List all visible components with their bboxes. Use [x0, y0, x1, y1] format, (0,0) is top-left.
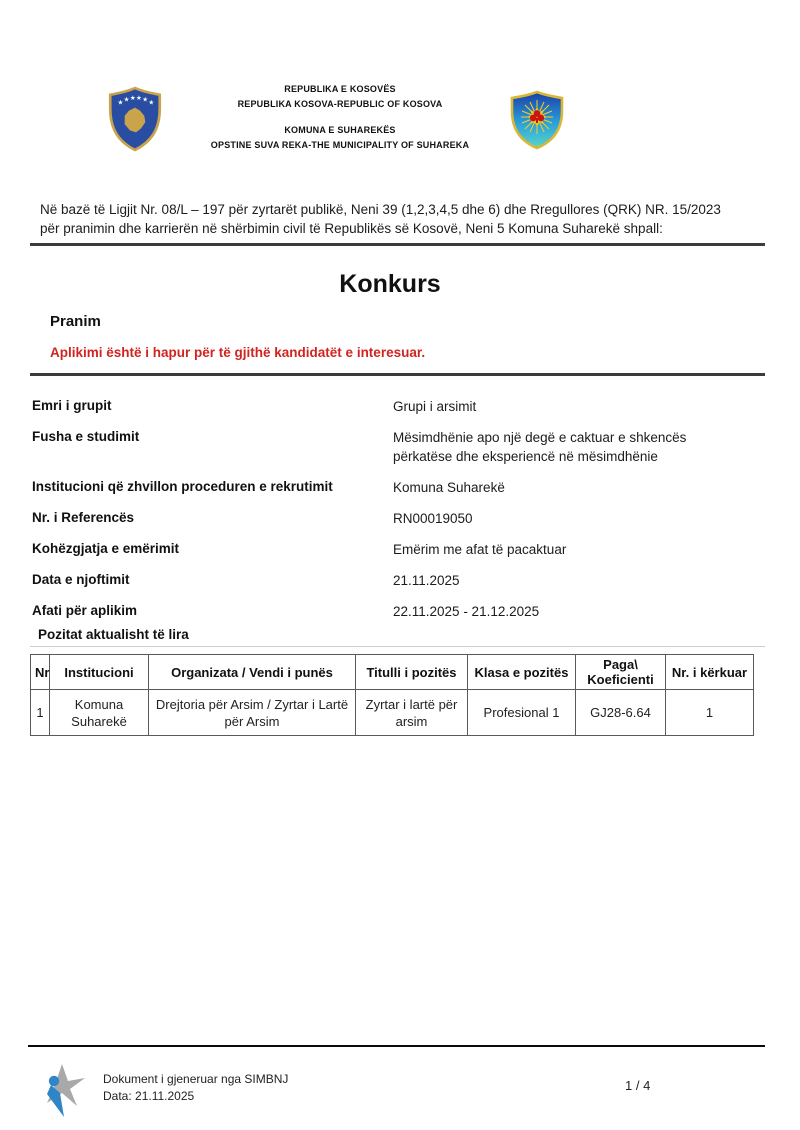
intro-paragraph: Në bazë të Ligjit Nr. 08/L – 197 për zyrtarët publikë, Neni 39 (1,2,3,4,5 dhe 6) dhe Rregullores (QRK) NR. 15/2023 për pranimin dhe karrierën në shërbimin civil të Republikës së Kosovë, Neni 5 Komuna Suharekë shpall:: [40, 202, 721, 236]
svg-text:★: ★: [148, 99, 155, 107]
detail-label: Institucioni që zhvillon proceduren e rekrutimit: [32, 479, 333, 494]
divider-positions: [30, 646, 765, 647]
footer-date: Data: 21.11.2025: [103, 1089, 195, 1103]
header-line-3: KOMUNA E SUHAREKËS: [284, 125, 396, 135]
header-line-4: OPSTINE SUVA REKA-THE MUNICIPALITY OF SUHAREKA: [210, 140, 470, 150]
table-header-row: [31, 655, 754, 690]
detail-row-announcement-date: [32, 571, 752, 590]
footer-divider: [28, 1045, 765, 1047]
detail-label: Emri i grupit: [32, 398, 112, 413]
detail-label: Kohëzgjatja e emërimit: [32, 541, 180, 556]
header-line-2: REPUBLIKA KOSOVA-REPUBLIC OF KOSOVA: [237, 99, 443, 109]
positions-heading: Pozitat aktualisht të lira: [38, 627, 189, 642]
subtitle-pranim: Pranim: [50, 313, 101, 330]
svg-text:★: ★: [142, 96, 149, 104]
svg-text:★: ★: [129, 94, 136, 102]
detail-row-reference-number: [32, 509, 752, 528]
open-application-notice: Aplikimi është i hapur për të gjithë kandidatët e interesuar.: [50, 345, 426, 360]
svg-text:★: ★: [123, 96, 130, 104]
detail-value: Komuna Suharekë: [393, 480, 505, 495]
simbnj-logo-icon: [38, 1064, 86, 1125]
cell-organization: Drejtoria për Arsim / Zyrtar i Lartë për Arsim: [149, 690, 356, 736]
detail-row-group-name: [32, 397, 752, 416]
suhareka-emblem-icon: [508, 90, 566, 155]
detail-label: Fusha e studimit: [32, 429, 140, 444]
details-list: [32, 397, 752, 633]
cell-position-title: Zyrtar i lartë për arsim: [356, 690, 468, 736]
vacancies-table: [30, 654, 754, 736]
detail-value: RN00019050: [393, 511, 473, 526]
header-line-1: REPUBLIKA E KOSOVËS: [284, 84, 396, 94]
detail-value: Mësimdhënie apo një degë e caktuar e shkencës përkatëse dhe eksperiencë në mësimdhënie: [393, 430, 687, 464]
divider-top: [30, 243, 765, 246]
detail-label: Afati për aplikim: [32, 603, 138, 618]
header-titles: [170, 82, 510, 153]
page-title: Konkurs: [339, 270, 441, 298]
footer-generated-by: Dokument i gjeneruar nga SIMBNJ: [103, 1072, 289, 1086]
col-header-position-title: Titulli i pozitës: [356, 655, 468, 690]
cell-nr: 1: [31, 690, 50, 736]
col-header-position-class: Klasa e pozitës: [468, 655, 576, 690]
detail-row-application-deadline: [32, 602, 752, 621]
table-row: [31, 690, 754, 736]
col-header-salary-coefficient: Paga\ Koeficienti: [576, 655, 666, 690]
detail-row-institution: [32, 478, 752, 497]
footer-text: [103, 1071, 288, 1105]
detail-value: 21.11.2025: [393, 573, 460, 588]
divider-notice: [30, 373, 765, 376]
header-gap: [170, 112, 510, 123]
detail-label: Nr. i Referencës: [32, 510, 135, 525]
kosovo-emblem-icon: [108, 86, 162, 157]
col-header-organization: Organizata / Vendi i punës: [149, 655, 356, 690]
detail-value: Grupi i arsimit: [393, 399, 477, 414]
detail-value: 22.11.2025 - 21.12.2025: [393, 604, 540, 619]
col-header-nr: Nr: [31, 655, 50, 690]
detail-label: Data e njoftimit: [32, 572, 130, 587]
cell-institution: Komuna Suharekë: [50, 690, 149, 736]
page-number: 1 / 4: [625, 1078, 651, 1093]
col-header-institution: Institucioni: [50, 655, 149, 690]
detail-row-study-field: [32, 428, 752, 466]
cell-number-required: 1: [666, 690, 754, 736]
detail-value: Emërim me afat të pacaktuar: [393, 542, 567, 557]
svg-text:★: ★: [136, 94, 143, 102]
cell-position-class: Profesional 1: [468, 690, 576, 736]
col-header-number-required: Nr. i kërkuar: [666, 655, 754, 690]
cell-salary-coefficient: GJ28-6.64: [576, 690, 666, 736]
detail-row-appointment-duration: [32, 540, 752, 559]
svg-text:★: ★: [117, 99, 124, 107]
